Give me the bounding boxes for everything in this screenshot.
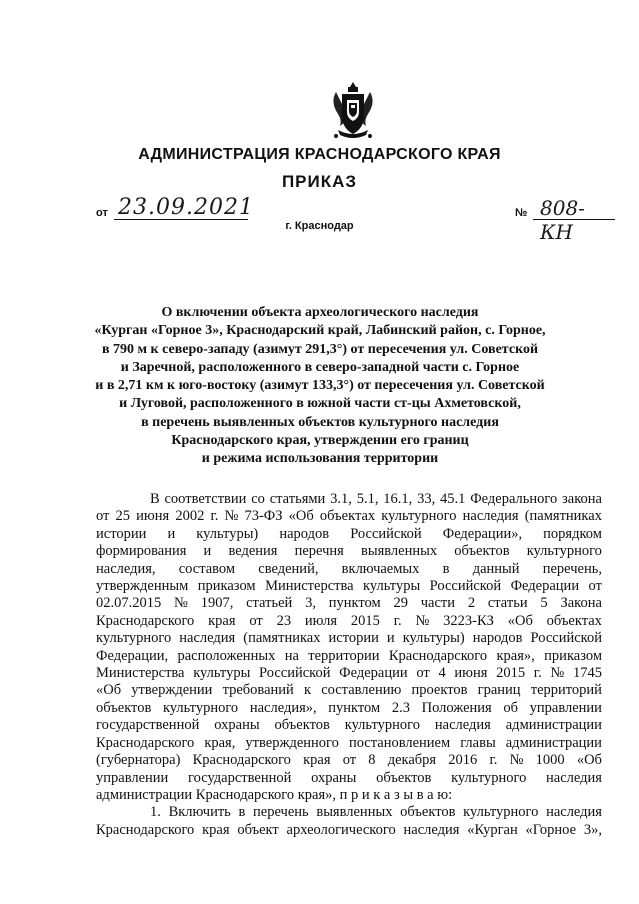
body-line: Краснодарского края от 23 июля 2015 г. № 3223-КЗ «Об объектах (96, 612, 602, 629)
body-line: В соответствии со статьями 3.1, 5.1, 16.1, 33, 45.1 Федерального закона (150, 491, 602, 507)
title-line: О включении объекта археологического наследия (161, 305, 479, 320)
handwritten-number: 808-КН (540, 196, 585, 244)
handwritten-date: 23.09.2021 (118, 195, 254, 220)
city-line: г. Краснодар (285, 220, 354, 232)
body-line: управлении государственной охраны объектов культурного наследия (96, 769, 602, 786)
title-line: и Луговой, расположенного в южной части ст-цы Ахметовской, (119, 396, 521, 412)
body-line: от 25 июня 2002 г. № 73-ФЗ «Об объектах культурного наследия (памятниках (96, 508, 602, 525)
body-line: объектов культурного наследия», пунктом 2.3 Положения об управлении (96, 699, 602, 716)
body-line: 02.07.2015 № 1907, статьей 3, пунктом 29 части 2 статьи 5 Закона (96, 595, 602, 612)
coat-of-arms-icon (328, 80, 378, 142)
body-line: 1. Включить в перечень выявленных объектов культурного наследия (150, 804, 602, 821)
body-line: утвержденным приказом Министерства культуры Российской Федерации от (96, 578, 602, 595)
document-type-heading: ПРИКАЗ (281, 172, 358, 191)
body-line: Краснодарского края объект археологического наследия «Курган «Горное 3», (96, 821, 602, 838)
document-body (96, 491, 602, 839)
body-line: формирования и ведения перечня выявленных объектов культурного (96, 543, 602, 560)
number-prefix: № (515, 207, 528, 219)
title-line: и в 2,71 км к юго-востоку (азимут 133,3°) от пересечения ул. Советской (95, 378, 545, 394)
title-line: Краснодарского края, утверждении его границ (171, 433, 469, 449)
body-line: Краснодарского края, утвержденного постановлением главы администрации (96, 734, 602, 751)
title-line: и Заречной, расположенного в северо-западной части с. Горное (120, 359, 520, 375)
title-line: в перечень выявленных объектов культурного наследия (141, 414, 499, 430)
title-line: в 790 м к северо-западу (азимут 291,3°) от пересечения ул. Советской (101, 341, 539, 357)
title-line: и режима использования территории (201, 451, 439, 467)
title-line: «Курган «Горное 3», Краснодарский край, Лабинский район, с. Горное, (94, 323, 546, 339)
body-line: (губернатора) Краснодарского края от 8 декабря 2016 г. № 1000 «Об (96, 752, 602, 769)
body-line: Федерации, расположенных на территории Краснодарского края», приказом (96, 647, 602, 664)
body-line: «Об утверждении требований к составлению проектов границ территорий (96, 682, 602, 699)
organization-heading: АДМИНИСТРАЦИЯ КРАСНОДАРСКОГО КРАЯ (138, 146, 501, 163)
body-line: Министерства культуры Российской Федерации от 4 июня 2015 г. № 1745 (96, 665, 602, 682)
body-line: культурного наследия (памятниках истории и культуры) народов Российской (96, 630, 602, 647)
body-line: истории и культуры) народов Российской Федерации», порядком (96, 525, 602, 542)
body-line: государственной охраны объектов культурного наследия администрации (96, 717, 602, 734)
date-prefix: от (96, 207, 108, 219)
document-title (80, 304, 560, 469)
body-line: администрации Краснодарского края», п р и к а з ы в а ю: (96, 786, 453, 803)
body-line: наследия, составом сведений, включаемых в данный перечень, (96, 560, 602, 577)
